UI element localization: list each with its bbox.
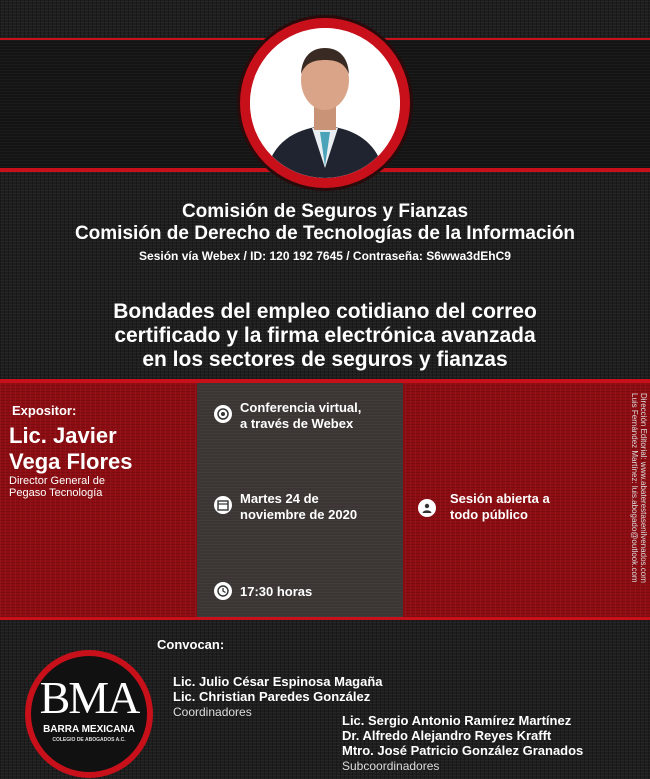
- credit-line-1: Dirección Editorial: www.abaterestasenilvenados.com: [639, 393, 648, 583]
- bma-logo: [31, 656, 147, 772]
- coordinators-list: [173, 674, 383, 704]
- webex-icon: [214, 405, 232, 423]
- session-info: Sesión vía Webex / ID: 120 192 7645 / Contraseña: S6wwa3dEhC9: [139, 249, 511, 263]
- people-icon: [418, 499, 436, 517]
- topic-line-1: Bondades del empleo cotidiano del correo: [113, 300, 537, 323]
- subcoordinator-1: Lic. Sergio Antonio Ramírez Martínez: [342, 713, 572, 728]
- logo-mark: BMA: [39, 672, 139, 723]
- speaker-role: [9, 475, 105, 499]
- format-line-2: a través de Webex: [240, 416, 354, 431]
- speaker-name-line-1: Lic. Javier: [9, 423, 117, 448]
- calendar-icon: [214, 496, 232, 514]
- logo-name: BARRA MEXICANA: [43, 724, 135, 735]
- subcoordinators-role: Subcoordinadores: [342, 759, 440, 773]
- logo-subtitle: COLEGIO DE ABOGADOS A.C.: [52, 737, 126, 743]
- coordinator-2: Lic. Christian Paredes González: [173, 689, 371, 704]
- commission-title-2: Comisión de Derecho de Tecnologías de la Información: [74, 223, 576, 244]
- time-info: 17:30 horas: [240, 584, 313, 599]
- subcoordinator-3: Mtro. José Patricio González Granados: [342, 743, 584, 758]
- date-line-1: Martes 24 de: [240, 491, 319, 506]
- credit-line-2: Luis Fernández Martínez: luis.abogado@outlook.com: [630, 393, 639, 583]
- convocan-label: Convocan:: [157, 637, 225, 652]
- header-block: [0, 201, 650, 265]
- speaker-portrait: [250, 28, 400, 178]
- speaker-role-line-2: Pegaso Tecnología: [9, 487, 103, 499]
- subcoordinator-2: Dr. Alfredo Alejandro Reyes Krafft: [342, 728, 552, 743]
- topic-line-2: certificado y la firma electrónica avanzada: [114, 324, 536, 347]
- format-info: [240, 400, 361, 432]
- format-line-1: Conferencia virtual,: [240, 400, 362, 415]
- subcoordinators-list: [342, 713, 583, 758]
- access-line-1: Sesión abierta a: [450, 491, 550, 506]
- clock-icon: [214, 582, 232, 600]
- access-info: [450, 491, 550, 523]
- speaker-label: Expositor:: [12, 403, 77, 418]
- lower-red-line: [0, 617, 650, 620]
- speaker-name-line-2: Vega Flores: [9, 449, 133, 474]
- conference-topic: [0, 300, 650, 372]
- access-line-2: todo público: [450, 507, 528, 522]
- date-line-2: noviembre de 2020: [240, 507, 358, 522]
- date-info: [240, 491, 357, 523]
- speaker-name: [9, 423, 133, 475]
- coordinators-role: Coordinadores: [173, 705, 252, 719]
- coordinator-1: Lic. Julio César Espinosa Magaña: [173, 674, 383, 689]
- topic-line-3: en los sectores de seguros y fianzas: [142, 348, 508, 371]
- commission-title-1: Comisión de Seguros y Fianzas: [181, 201, 469, 222]
- editorial-credit: [628, 393, 650, 617]
- speaker-role-line-1: Director General de: [9, 475, 105, 487]
